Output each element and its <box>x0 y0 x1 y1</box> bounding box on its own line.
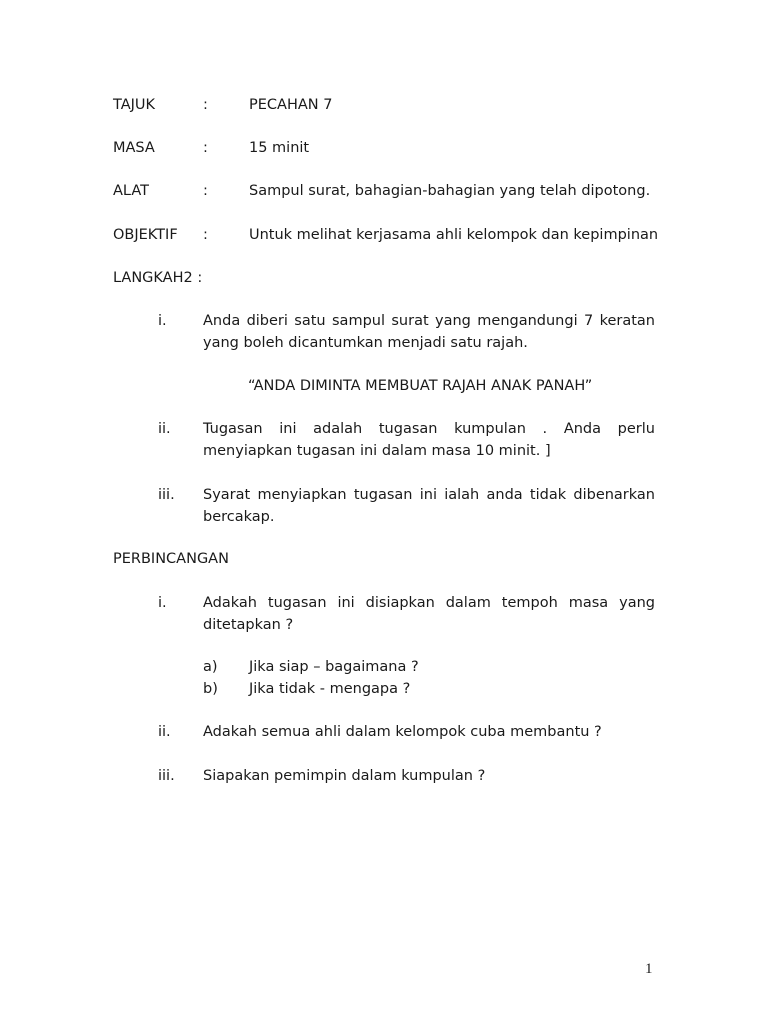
alat-label: ALAT <box>113 183 149 199</box>
masa-colon: : <box>203 140 208 156</box>
masa-label: MASA <box>113 140 155 156</box>
sub-item-label: b) <box>203 681 218 697</box>
tajuk-label: TAJUK <box>113 97 156 113</box>
perbincangan-item-number: ii. <box>158 724 171 740</box>
masa-value: 15 minit <box>249 140 310 156</box>
perbincangan-item-text: Adakah tugasan ini disiapkan dalam tempoh masa yang ditetapkan ? <box>203 595 655 633</box>
langkah-heading: LANGKAH2 : <box>113 270 203 286</box>
perbincangan-item-text: Siapakan pemimpin dalam kumpulan ? <box>203 768 486 784</box>
langkah-item-number: iii. <box>158 487 175 503</box>
sub-item-label: a) <box>203 659 218 675</box>
objektif-colon: : <box>203 227 208 243</box>
sub-item-text: Jika tidak - mengapa ? <box>249 681 411 697</box>
langkah-quote: “ANDA DIMINTA MEMBUAT RAJAH ANAK PANAH” <box>248 378 593 394</box>
perbincangan-item-text: Adakah semua ahli dalam kelompok cuba membantu ? <box>203 724 602 740</box>
page-number: 1 <box>645 961 653 977</box>
langkah-item-text: Syarat menyiapkan tugasan ini ialah anda tidak dibenarkan bercakap. <box>203 487 655 525</box>
alat-value: Sampul surat, bahagian-bahagian yang telah dipotong. <box>249 183 651 199</box>
langkah-item-text: Tugasan ini adalah tugasan kumpulan . Anda perlu menyiapkan tugasan ini dalam masa 10 minit. ] <box>203 421 655 459</box>
perbincangan-item-number: i. <box>158 595 167 611</box>
sub-item-text: Jika siap – bagaimana ? <box>249 659 419 675</box>
perbincangan-heading: PERBINCANGAN <box>113 551 229 567</box>
perbincangan-item-number: iii. <box>158 768 175 784</box>
langkah-item-number: i. <box>158 313 167 329</box>
langkah-item-text: Anda diberi satu sampul surat yang mengandungi 7 keratan yang boleh dicantumkan menjadi satu rajah. <box>203 313 655 351</box>
objektif-value: Untuk melihat kerjasama ahli kelompok dan kepimpinan <box>249 227 659 243</box>
langkah-item-number: ii. <box>158 421 171 437</box>
tajuk-colon: : <box>203 97 208 113</box>
objektif-label: OBJEKTIF <box>113 227 178 243</box>
tajuk-value: PECAHAN 7 <box>249 97 333 113</box>
alat-colon: : <box>203 183 208 199</box>
